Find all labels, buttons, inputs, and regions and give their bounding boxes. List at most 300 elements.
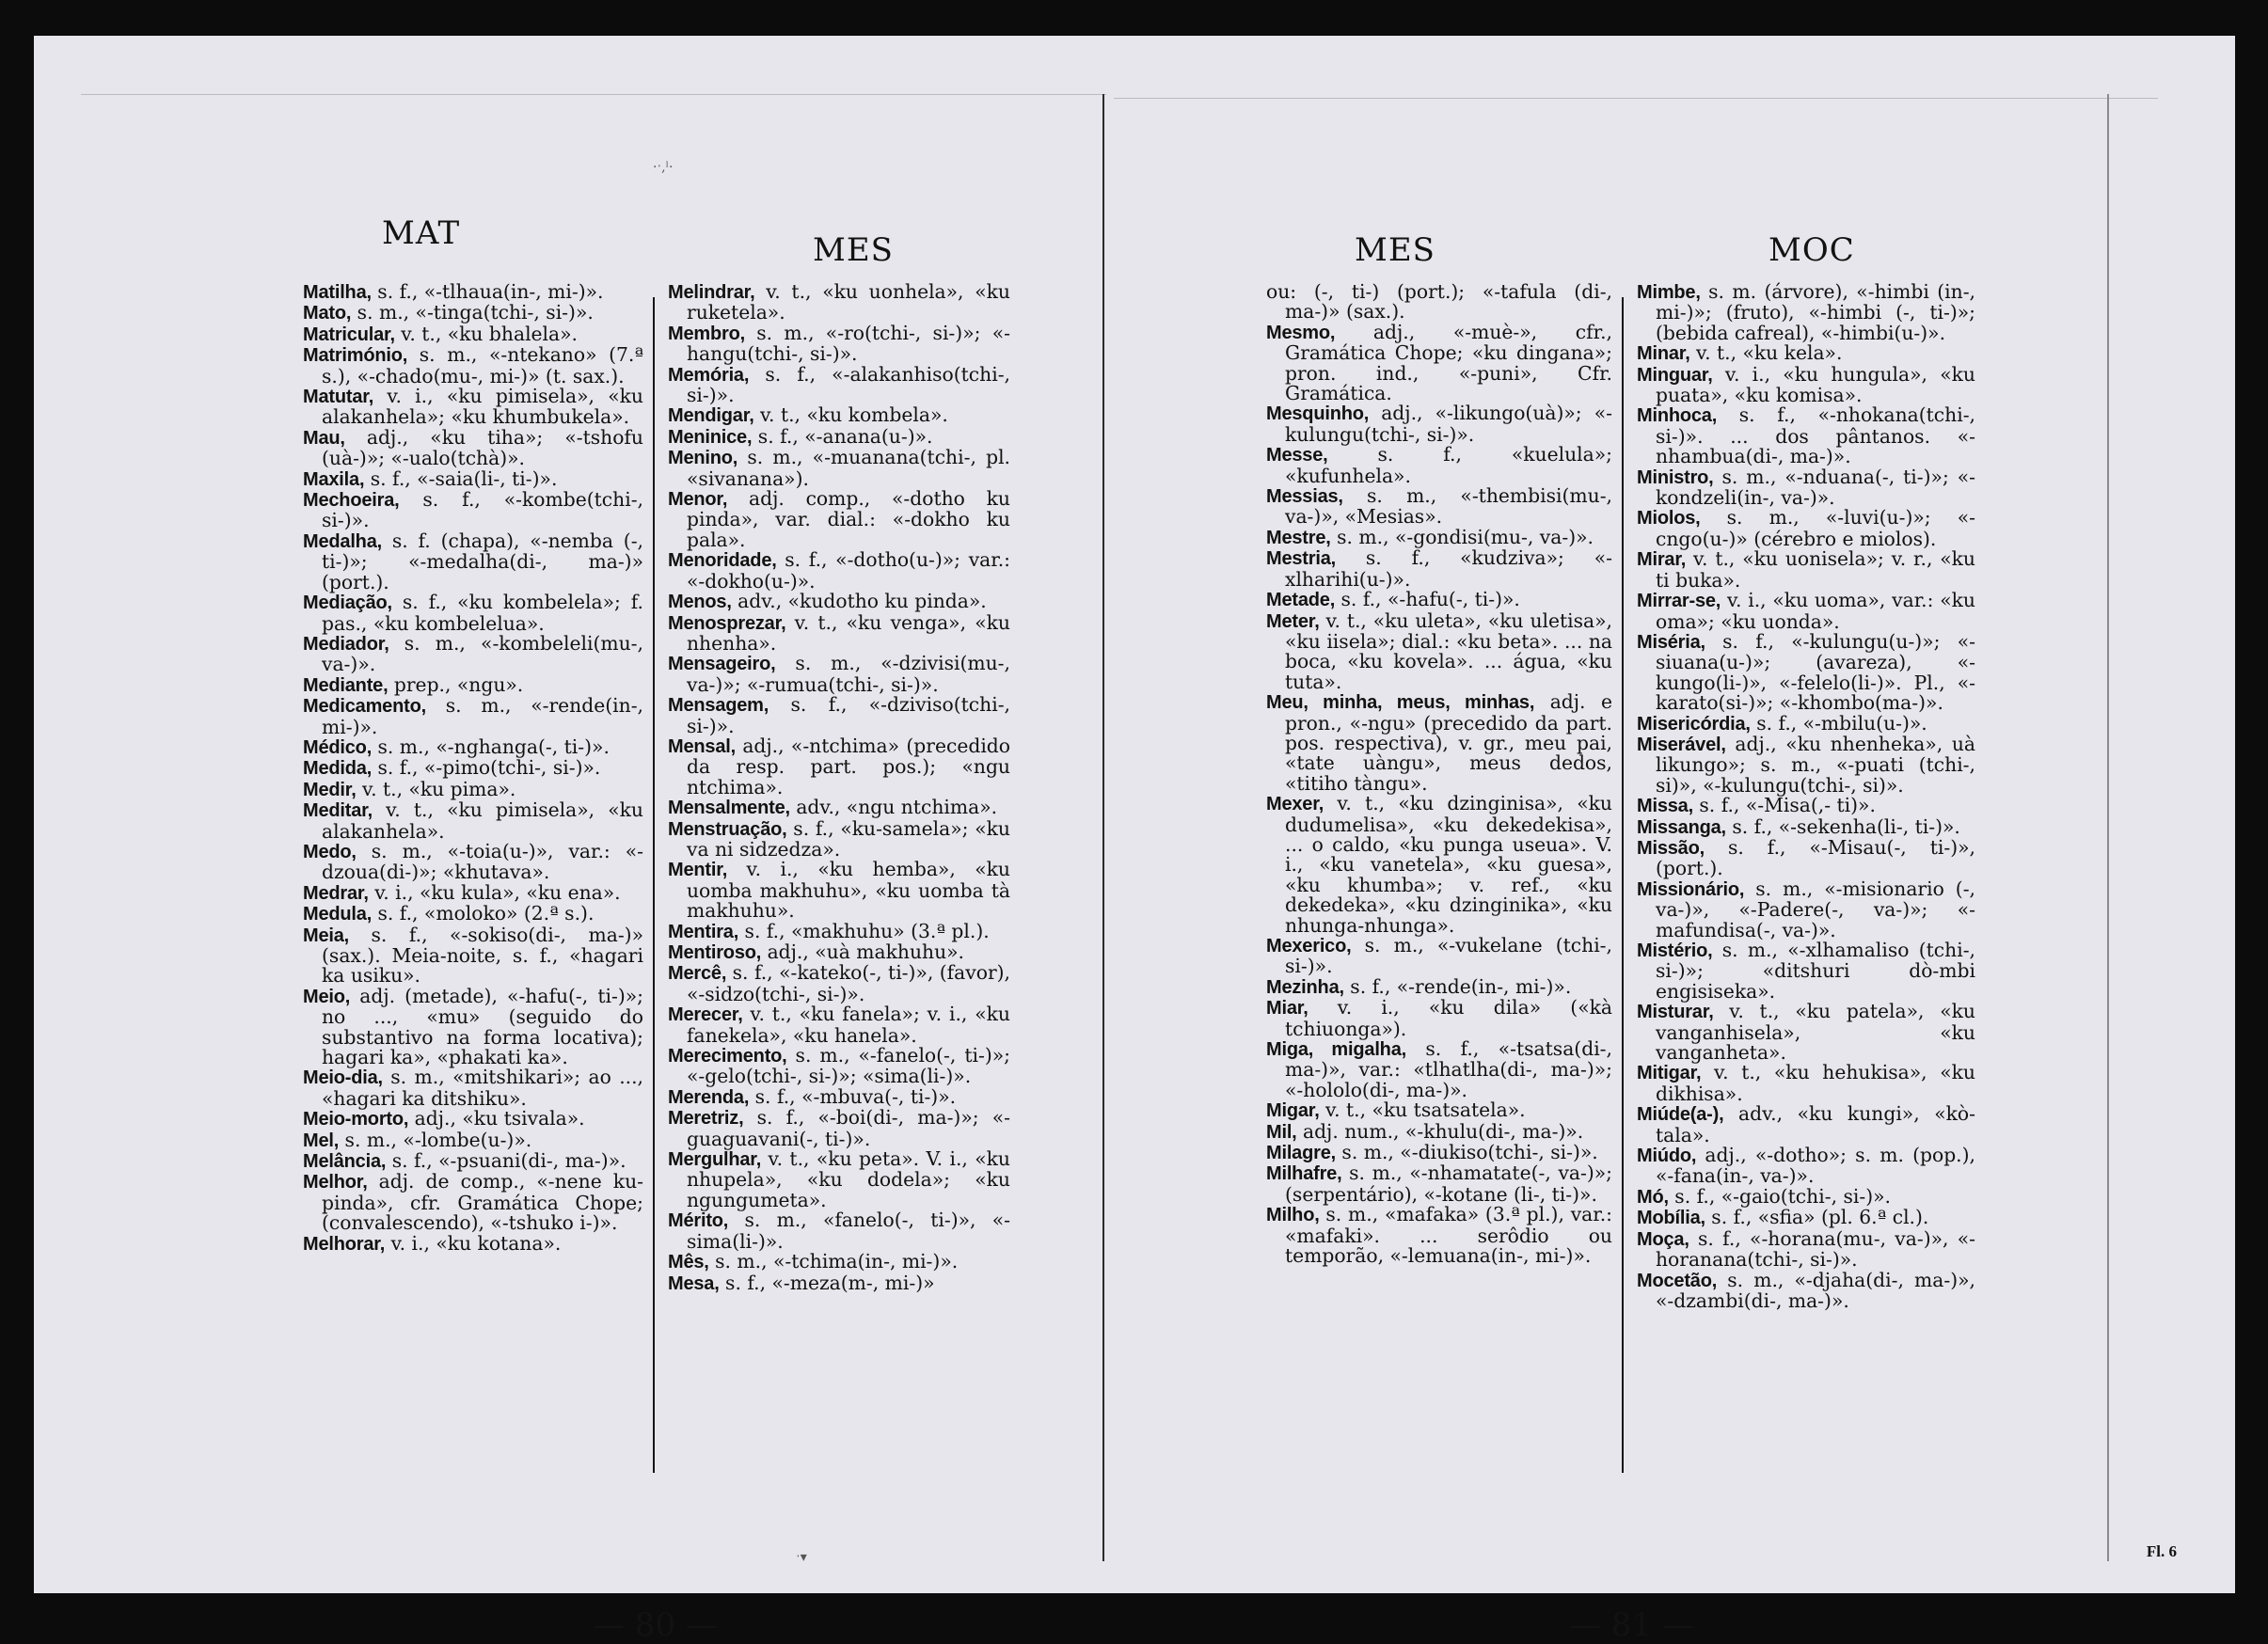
dictionary-entry — [668, 550, 1010, 592]
dictionary-entry — [1266, 1039, 1612, 1100]
entry-headword: Mérito, — [668, 1210, 729, 1232]
dictionary-entry — [1266, 936, 1612, 977]
entry-headword: Matilha, — [303, 282, 372, 303]
entry-headword: Miga, migalha, — [1266, 1039, 1406, 1061]
entry-headword: Mó, — [1637, 1186, 1669, 1208]
entry-definition: adj., «ku nhenheka», uà likungo»; s. m., «-puati (tchi-, si)», «-kulungu(tchi-, si)». — [1656, 732, 1975, 797]
column-rule — [653, 297, 655, 1473]
entry-headword: Meu, minha, meus, minhas, — [1266, 692, 1535, 714]
top-edge-line-right — [1114, 98, 2158, 99]
entry-definition: s. f., «kuelula»; «kufunhela». — [1285, 443, 1612, 487]
entry-headword: Mensal, — [668, 735, 736, 757]
entry-definition: s. f., «-sekenha(li-, ti-)». — [1725, 814, 1960, 838]
entry-headword: Mel, — [303, 1130, 340, 1151]
entry-definition: s. f., «-hafu(-, ti-)». — [1335, 588, 1520, 611]
entry-headword: Mato, — [303, 303, 352, 324]
dictionary-entry — [668, 816, 1010, 861]
dictionary-entry — [1637, 879, 1975, 941]
dictionary-entry — [1266, 282, 1612, 323]
dictionary-entry — [1266, 403, 1612, 445]
dictionary-entry — [1637, 467, 1975, 509]
entry-definition: s. m. (árvore), «-himbi (in-, mi-)»; (fruto), «-himbi (-, ti-)»; (bebida cafreal), «-himbi(u-)». — [1656, 280, 1975, 344]
entry-definition: v. t., «ku kombela». — [753, 403, 948, 427]
entry-headword: Mirrar-se, — [1637, 591, 1721, 612]
entry-definition: s. m., «-tinga(tchi-, si-)». — [351, 301, 594, 324]
entry-definition: s. f., «-pimo(tchi-, si-)». — [372, 756, 601, 780]
entry-definition: v. t., «ku tsatsatela». — [1319, 1099, 1526, 1122]
entry-headword: Mimbe, — [1637, 282, 1701, 303]
entry-headword: Médico, — [303, 736, 373, 758]
dictionary-entry — [1637, 1002, 1975, 1063]
entry-definition: v. i., «ku hemba», «ku uomba makhuhu», «ku uomba tà makhuhu». — [687, 858, 1010, 923]
entry-headword: Milagre, — [1266, 1143, 1336, 1164]
dictionary-entry — [668, 798, 1010, 818]
entry-definition: s. m., «-ntekano» (7.ª s.), «-chado(mu-, mi-)» (t. sax.). — [322, 343, 643, 387]
dictionary-entry — [668, 1252, 1010, 1273]
entry-definition: s. f., «-psuani(di-, ma-)». — [386, 1149, 626, 1173]
entry-definition: adj., «-dotho»; s. m. (pop.), «-fana(in-, va-)». — [1656, 1144, 1975, 1188]
dictionary-entry — [1637, 1208, 1975, 1228]
entry-headword: Mensagem, — [668, 695, 769, 717]
entry-headword: Meio-dia, — [303, 1067, 383, 1089]
dictionary-entry — [1266, 320, 1612, 405]
entry-definition: s. f., «-kombe(tchi-, si-)». — [322, 488, 643, 532]
dictionary-entry — [1266, 445, 1612, 486]
entry-definition: v. i., «ku pimisela», «ku alakanhela»; «ku khumbukela». — [322, 385, 643, 429]
entry-headword: Meio, — [303, 986, 351, 1007]
header-left: MAT — [382, 214, 461, 252]
dictionary-entry — [303, 593, 643, 634]
dictionary-entry — [1637, 1063, 1975, 1104]
entry-headword: Medula, — [303, 904, 373, 925]
entry-headword: Melhorar, — [303, 1233, 386, 1255]
entry-definition: s. f., «-anana(u-)». — [752, 424, 933, 448]
entry-definition: v. t., «ku peta». V. i., «ku nhupela», «ku dodela»; «ku ngungumeta». — [687, 1147, 1010, 1211]
dictionary-entry — [1266, 1143, 1612, 1163]
dictionary-entry — [1266, 611, 1612, 693]
entry-definition: s. m., «-lombe(u-)». — [339, 1128, 532, 1151]
entry-headword: Menino, — [668, 448, 738, 469]
column-left-page-2 — [668, 282, 1010, 1294]
entry-definition: v. t., «ku kela». — [1689, 341, 1843, 365]
entry-headword: Melhor, — [303, 1172, 368, 1193]
dictionary-entry — [668, 592, 1010, 612]
entry-headword: Mensalmente, — [668, 798, 790, 819]
dictionary-entry — [303, 758, 643, 779]
entry-headword: Minhoca, — [1637, 405, 1718, 427]
entry-headword: Mitigar, — [1637, 1063, 1702, 1084]
entry-definition: s. m., «mafaka» (3.ª pl.), var.: «mafaki». ... serôdio ou temporão, «-lemuana(in-, mi-)». — [1285, 1203, 1612, 1268]
entry-headword: Medrar, — [303, 882, 369, 904]
entry-headword: Menor, — [668, 489, 728, 511]
dictionary-entry — [1637, 629, 1975, 715]
entry-headword: Matrimónio, — [303, 345, 408, 367]
dictionary-entry — [668, 736, 1010, 798]
entry-headword: Minguar, — [1637, 364, 1713, 386]
entry-headword: Medo, — [303, 841, 357, 862]
entry-headword: Medicamento, — [303, 696, 426, 718]
dictionary-entry — [668, 860, 1010, 921]
right-fold-rule — [2107, 94, 2109, 1561]
entry-headword: Meio-morto, — [303, 1109, 409, 1130]
dictionary-entry — [1266, 974, 1612, 998]
entry-headword: Mau, — [303, 427, 345, 449]
entry-definition: s. f., «-Misau(-, ti-)», (port.). — [1656, 835, 1975, 880]
dictionary-entry — [303, 631, 643, 676]
entry-definition: adj. (metade), «-hafu(-, ti-)»; no ..., «mu» (seguido do substantivo na forma locativa); hagari ka», «phakati ka». — [322, 984, 643, 1069]
dictionary-entry — [1637, 732, 1975, 797]
dictionary-entry — [668, 282, 1010, 324]
entry-headword: Medalha, — [303, 530, 382, 552]
dictionary-entry — [303, 490, 643, 531]
entry-headword: Messe, — [1266, 445, 1328, 466]
entry-definition: s. f., «-horana(mu-, va-)», «-horanana(tchi-, si-)». — [1656, 1226, 1975, 1272]
entry-definition: s. m., «-djaha(di-, ma-)», «-dzambi(di-, ma-)». — [1656, 1268, 1975, 1312]
dictionary-entry — [303, 282, 643, 303]
entry-definition: s. f., «-gaio(tchi-, si-)». — [1668, 1184, 1891, 1208]
entry-headword: Mezinha, — [1266, 976, 1344, 998]
dictionary-entry — [303, 425, 643, 470]
dictionary-entry — [668, 405, 1010, 426]
entry-definition: s. f., «ku-samela»; «ku va ni sidzedza». — [687, 816, 1010, 861]
entry-definition: s. m., «-thembisi(mu-, va-)», «Mesias». — [1285, 484, 1612, 529]
entry-definition: adj. num., «-khulu(di-, ma-)». — [1296, 1119, 1584, 1143]
entry-definition: adj., «-likungo(uà)»; «-kulungu(tchi-, si-)». — [1285, 402, 1612, 446]
dictionary-entry — [668, 1046, 1010, 1087]
entry-definition: s. m., «-rende(in-, mi-)». — [322, 694, 643, 738]
entry-headword: Mocetão, — [1637, 1270, 1718, 1291]
dictionary-entry — [303, 880, 643, 904]
dictionary-entry — [1637, 362, 1975, 407]
entry-headword: Medida, — [303, 758, 373, 780]
entry-definition: s. f., «-mbilu(u-)». — [1750, 711, 1927, 735]
dictionary-entry — [303, 387, 643, 428]
entry-definition: s. f., «-boi(di-, ma-)»; «-guaguavani(-, ti-)». — [687, 1106, 1010, 1150]
dictionary-entry — [668, 448, 1010, 489]
dictionary-entry — [303, 303, 643, 324]
dictionary-entry — [668, 654, 1010, 695]
dictionary-entry — [1266, 548, 1612, 590]
dictionary-entry — [1266, 486, 1612, 528]
entry-headword: Mesmo, — [1266, 322, 1336, 343]
entry-headword: Mercê, — [668, 963, 727, 985]
entry-headword: Meia, — [303, 925, 350, 946]
dictionary-entry — [1637, 711, 1975, 735]
entry-definition: v. t., «ku fanela»; v. i., «ku fanekela», «ku hanela». — [687, 1003, 1010, 1047]
entry-headword: Maxila, — [303, 468, 365, 490]
dictionary-entry — [668, 362, 1010, 407]
entry-definition: s. f., «sfia» (pl. 6.ª cl.). — [1705, 1206, 1929, 1229]
entry-headword: Metade, — [1266, 590, 1336, 611]
entry-definition: s. f., «-alakanhiso(tchi-, si-)». — [687, 362, 1010, 407]
entry-definition: v. i., «ku hungula», «ku puata», «ku komisa». — [1656, 362, 1975, 407]
entry-definition: prep., «ngu». — [388, 672, 524, 696]
entry-headword: Minar, — [1637, 343, 1690, 365]
entry-headword: Matutar, — [303, 387, 374, 408]
dictionary-entry — [303, 737, 643, 758]
entry-definition: adj., «uà makhuhu». — [761, 941, 964, 963]
entry-definition: s. m., «-fanelo(-, ti-)»; «-gelo(tchi-, si-)»; «sima(li-)». — [687, 1044, 1010, 1088]
dictionary-entry — [303, 800, 643, 842]
entry-definition: s. f., «-dotho(u-)»; var.: «-dokho(u-)». — [687, 548, 1010, 593]
dictionary-entry — [1637, 405, 1975, 466]
entry-definition: adj., «ku tiha»; «-tshofu (uà-)»; «-ualo(tchà)». — [322, 425, 643, 470]
dictionary-entry — [303, 345, 643, 387]
entry-definition: s. m., «-toia(u-)», var.: «-dzoua(di-)»; «khutava». — [322, 839, 643, 884]
entry-definition: s. m., «-gondisi(mu-, va-)». — [1330, 525, 1594, 548]
entry-headword: Mestre, — [1266, 527, 1331, 548]
dictionary-entry — [1266, 1205, 1612, 1266]
dictionary-entry — [1637, 941, 1975, 1002]
dictionary-entry — [303, 531, 643, 593]
entry-headword: Medir, — [303, 779, 357, 800]
sheet-mark: Fl. 6 — [2146, 1542, 2177, 1560]
entry-headword: Mentir, — [668, 860, 728, 881]
entry-headword: Moça, — [1637, 1228, 1689, 1250]
dictionary-entry — [668, 321, 1010, 366]
dictionary-entry — [1266, 525, 1612, 548]
entry-definition: s. f., «-dziviso(tchi-, si-)». — [687, 693, 1010, 737]
entry-definition: adj., «-ntchima» (precedido da resp. part. pos.); «ngu ntchima». — [687, 734, 1010, 798]
entry-definition: adj., «-muè-», cfr., Gramática Chope; «ku dingana»; pron. ind., «-puni», Cfr. Gramática. — [1285, 320, 1612, 405]
entry-definition: s. f., «-nhokana(tchi-, si-)». ... dos pântanos. «-nhambua(di-, ma-)». — [1656, 403, 1975, 468]
entry-headword: Migar, — [1266, 1100, 1320, 1122]
dictionary-entry — [1637, 1104, 1975, 1146]
entry-headword: Messias, — [1266, 486, 1343, 508]
header-right: MES — [813, 231, 894, 269]
dictionary-entry — [668, 1149, 1010, 1210]
entry-definition: s. m., «-nduana(-, ti-)»; «-kondzeli(in-, va-)». — [1656, 465, 1975, 510]
entry-headword: Mobília, — [1637, 1208, 1705, 1229]
entry-headword: Memória, — [668, 364, 750, 386]
entry-headword: Meretriz, — [668, 1108, 744, 1130]
entry-headword: Meninice, — [668, 426, 753, 448]
entry-headword: Mentira, — [668, 921, 739, 942]
entry-definition: s. f., «-saia(li-, ti-)». — [364, 466, 558, 490]
entry-headword: Mediador, — [303, 633, 389, 655]
entry-headword: Melindrar, — [668, 282, 755, 303]
column-right-page-2 — [1637, 282, 1975, 1311]
entry-definition: s. f., «moloko» (2.ª s.). — [372, 902, 595, 925]
entry-definition: s. m., «-tchima(in-, mi-)». — [708, 1250, 959, 1273]
page-header — [269, 214, 1022, 271]
dictionary-entry — [303, 839, 643, 884]
entry-definition: s. f., «-sokiso(di-, ma-)» (sax.). Meia-noite, s. f., «hagari ka usiku». — [322, 923, 643, 988]
entry-headword: Miséria, — [1637, 631, 1705, 653]
entry-definition: v. t., «ku venga», «ku nhenha». — [687, 610, 1010, 655]
entry-definition: s. m., «-luvi(u-)»; «-cngo(u-)» (cérebro e miolos). — [1656, 506, 1975, 550]
dictionary-entry — [668, 1108, 1010, 1149]
entry-headword: Miar, — [1266, 998, 1308, 1020]
entry-headword: Mirar, — [1637, 549, 1687, 571]
dictionary-entry — [1637, 282, 1975, 343]
entry-headword: Missão, — [1637, 837, 1705, 859]
entry-definition: v. t., «ku hehukisa», «ku dikhisa». — [1656, 1061, 1975, 1105]
header-left: MES — [1355, 231, 1435, 269]
entry-headword: Missanga, — [1637, 816, 1726, 838]
dictionary-entry — [1266, 1100, 1612, 1121]
dictionary-entry — [1637, 796, 1975, 816]
entry-definition: s. f., «makhuhu» (3.ª pl.). — [738, 919, 990, 942]
entry-headword: Mentiroso, — [668, 942, 762, 963]
entry-definition: s. m., «-kombeleli(mu-, va-)». — [322, 631, 643, 676]
entry-definition: ou: (-, ti-) (port.); «-tafula (di-, ma-)» (sax.). — [1266, 280, 1612, 324]
entry-headword: Matricular, — [303, 324, 395, 345]
dictionary-entry — [303, 466, 643, 490]
entry-headword: Mensageiro, — [668, 654, 776, 675]
entry-headword: Merenda, — [668, 1086, 750, 1108]
scan-speck: ˑ▾ — [796, 1550, 807, 1565]
dictionary-entry — [1637, 1226, 1975, 1272]
entry-headword: Menstruação, — [668, 818, 787, 840]
dictionary-entry — [303, 324, 643, 345]
entry-headword: Mesa, — [668, 1273, 720, 1294]
entry-definition: s. f., «-meza(m-, mi-)» — [719, 1271, 935, 1294]
entry-definition: s. m., «-nhamatate(-, va-)»; (serpentário), «-kotane (li-, ti-)». — [1285, 1162, 1612, 1206]
entry-definition: s. f., «-kulungu(u-)»; «-siuana(u-)»; (avareza), «-kungo(li-)», «-felelo(li-)». Pl., «-karato(si-)»; «-khombo(ma-)». — [1656, 629, 1975, 715]
entry-definition: s. m., «-diukiso(tchi-, si-)». — [1335, 1141, 1598, 1164]
center-fold-rule — [1102, 94, 1104, 1561]
dictionary-entry — [303, 1130, 643, 1151]
dictionary-entry — [1637, 1184, 1975, 1208]
entry-definition: v. i., «ku kula», «ku ena». — [368, 880, 621, 904]
header-right: MOC — [1768, 231, 1855, 269]
entry-headword: Mergulhar, — [668, 1149, 762, 1171]
dictionary-entry — [668, 1273, 1010, 1294]
entry-definition: v. t., «ku patela», «ku vanganhisela», «ku vanganheta». — [1656, 1000, 1975, 1065]
dictionary-entry — [303, 777, 643, 800]
entry-definition: v. t., «ku pima». — [356, 777, 516, 800]
dictionary-entry — [303, 1067, 643, 1109]
dictionary-entry — [1637, 835, 1975, 880]
entry-definition: adj. comp., «-dotho ku pinda», var. dial.: «-dokho ku pala». — [687, 487, 1010, 551]
entry-headword: Mediante, — [303, 674, 389, 696]
entry-headword: Meter, — [1266, 610, 1320, 632]
scanned-sheet — [34, 36, 2235, 1644]
dictionary-entry — [1266, 1163, 1612, 1205]
entry-headword: Mexer, — [1266, 794, 1324, 815]
dictionary-entry — [1637, 814, 1975, 838]
entry-headword: Missa, — [1637, 796, 1693, 817]
page-number: — 81 — — [1569, 1606, 1694, 1644]
column-right-page-1 — [1266, 282, 1612, 1267]
dictionary-entry — [1266, 1119, 1612, 1143]
dictionary-entry — [1266, 590, 1612, 610]
entry-definition: v. t., «ku uonisela»; v. r., «ku ti buka». — [1656, 547, 1975, 592]
entry-headword: Mistério, — [1637, 941, 1713, 961]
entry-definition: s. f., «-tlhaua(in-, mi-)». — [371, 280, 604, 303]
dictionary-entry — [668, 610, 1010, 655]
entry-headword: Missionário, — [1637, 878, 1745, 900]
top-edge-line — [81, 94, 1106, 95]
entry-definition: s. m., «-ro(tchi-, si-)»; «-hangu(tchi-, si-)». — [687, 321, 1010, 366]
entry-headword: Misericórdia, — [1637, 713, 1751, 735]
page-header — [1232, 214, 1985, 271]
entry-headword: Miúde(a-), — [1637, 1104, 1724, 1126]
entry-definition: v. i., «ku uoma», var.: «ku oma»; «ku uonda». — [1656, 589, 1975, 633]
dictionary-entry — [1637, 1146, 1975, 1187]
page-number: — 80 — — [593, 1606, 718, 1644]
entry-headword: Misturar, — [1637, 1002, 1714, 1023]
entry-definition: adv., «ngu ntchima». — [789, 796, 998, 819]
dictionary-entry — [1637, 549, 1975, 591]
entry-definition: s. m., «-misionario (-, va-)», «-Padere(-, va-)»; «-mafundisa(-, va-)». — [1656, 877, 1975, 941]
entry-headword: Miúdo, — [1637, 1146, 1697, 1167]
dictionary-entry — [668, 424, 1010, 448]
entry-definition: v. t., «ku pimisela», «ku alakanhela». — [322, 798, 643, 843]
entry-definition: s. m., «-vukelane (tchi-, si-)». — [1285, 934, 1612, 978]
entry-definition: v. i., «ku kotana». — [385, 1231, 562, 1255]
entry-definition: adv., «ku kungi», «kò-tala». — [1656, 1102, 1975, 1146]
entry-headword: Menos, — [668, 592, 732, 613]
dictionary-entry — [303, 925, 643, 987]
dictionary-entry — [303, 1172, 643, 1233]
dictionary-entry — [1266, 692, 1612, 794]
dictionary-entry — [1637, 343, 1975, 364]
dictionary-entry — [668, 489, 1010, 550]
dictionary-entry — [1266, 998, 1612, 1039]
entry-definition: s. m., «-nghanga(-, ti-)». — [372, 735, 610, 758]
dictionary-entry — [1637, 508, 1975, 549]
dictionary-entry — [303, 1109, 643, 1130]
entry-definition: s. m., «fanelo(-, ti-)», «-sima(li-)». — [687, 1209, 1010, 1253]
entry-headword: Menoridade, — [668, 550, 777, 572]
entry-definition: s. f., «-Misa(,- ti)». — [1692, 794, 1876, 817]
entry-headword: Miolos, — [1637, 508, 1701, 530]
column-rule — [1622, 297, 1624, 1473]
dictionary-entry — [668, 1084, 1010, 1108]
dictionary-entry — [303, 1231, 643, 1255]
entry-headword: Ministro, — [1637, 466, 1714, 488]
entry-definition: v. t., «ku uleta», «ku uletisa», «ku iisela»; dial.: «ku beta». ... na boca, «ku kovela». ... água, «ku tuta». — [1285, 609, 1612, 693]
dictionary-entry — [668, 942, 1010, 963]
dictionary-entry — [668, 695, 1010, 736]
entry-definition: s. f., «-mbuva(-, ti-)». — [749, 1084, 957, 1108]
entry-definition: v. t., «ku uonhela», «ku ruketela». — [687, 280, 1010, 324]
entry-headword: Mexerico, — [1266, 936, 1352, 956]
entry-definition: s. f., «kudziva»; «-xlharihi(u-)». — [1285, 546, 1612, 591]
entry-headword: Meditar, — [303, 800, 373, 822]
entry-definition: s. f., «ku kombelela»; f. pas., «ku kombelelua». — [322, 591, 643, 635]
entry-definition: s. m., «-dzivisi(mu-, va-)»; «-rumua(tchi-, si-)». — [687, 652, 1010, 696]
entry-definition: adj. e pron., «-ngu» (precedido da part. pos. respectiva), v. gr., meu pai, «tate uàngu», meus dedos, «titiho tàngu». — [1285, 690, 1612, 795]
entry-headword: Mês, — [668, 1252, 709, 1273]
entry-headword: Merecer, — [668, 1004, 743, 1026]
entry-definition: s. f. (chapa), «-nemba (-, ti-)»; «-medalha(di-, ma-)» (port.). — [322, 529, 643, 593]
entry-headword: Merecimento, — [668, 1046, 787, 1067]
column-left-page-1 — [303, 282, 643, 1255]
entry-headword: Menosprezar, — [668, 612, 786, 634]
entry-definition: v. i., «ku dila» («kà tchiuonga»). — [1285, 996, 1612, 1040]
entry-headword: Milho, — [1266, 1205, 1320, 1226]
entry-headword: Milhafre, — [1266, 1163, 1342, 1185]
entry-definition: s. f., «-kateko(-, ti-)», (favor), «-sidzo(tchi-, si-)». — [687, 961, 1010, 1005]
entry-definition: s. m., «mitshikari»; ao ..., «hagari ka ditshiku». — [322, 1066, 643, 1110]
entry-definition: v. t., «ku bhalela». — [394, 322, 578, 345]
entry-headword: Mendigar, — [668, 405, 754, 427]
entry-definition: adv., «kudotho ku pinda». — [731, 590, 987, 613]
entry-definition: v. t., «ku dzinginisa», «ku dudumelisa», «ku dekedekisa», ... o caldo, «ku punga useua». V. i., «ku vanetela», «ku guesa», «ku khumba»; v. ref., «ku dekedeka», «ku dzinginika», «ku nhunga-nhunga». — [1285, 792, 1612, 937]
dictionary-entry — [303, 672, 643, 696]
entry-headword: Mesquinho, — [1266, 403, 1370, 425]
dictionary-entry — [1637, 591, 1975, 632]
entry-definition: adj., «ku tsivala». — [408, 1107, 585, 1130]
dictionary-entry — [303, 984, 643, 1069]
dictionary-entry — [303, 696, 643, 737]
entry-definition: s. f., «-tsatsa(di-, ma-)», var.: «tlhatlha(di-, ma-)»; «-hololo(di-, ma-)». — [1285, 1037, 1612, 1101]
scan-speck: ·ˑ,ˡ· — [653, 160, 674, 175]
dictionary-entry — [1266, 794, 1612, 936]
